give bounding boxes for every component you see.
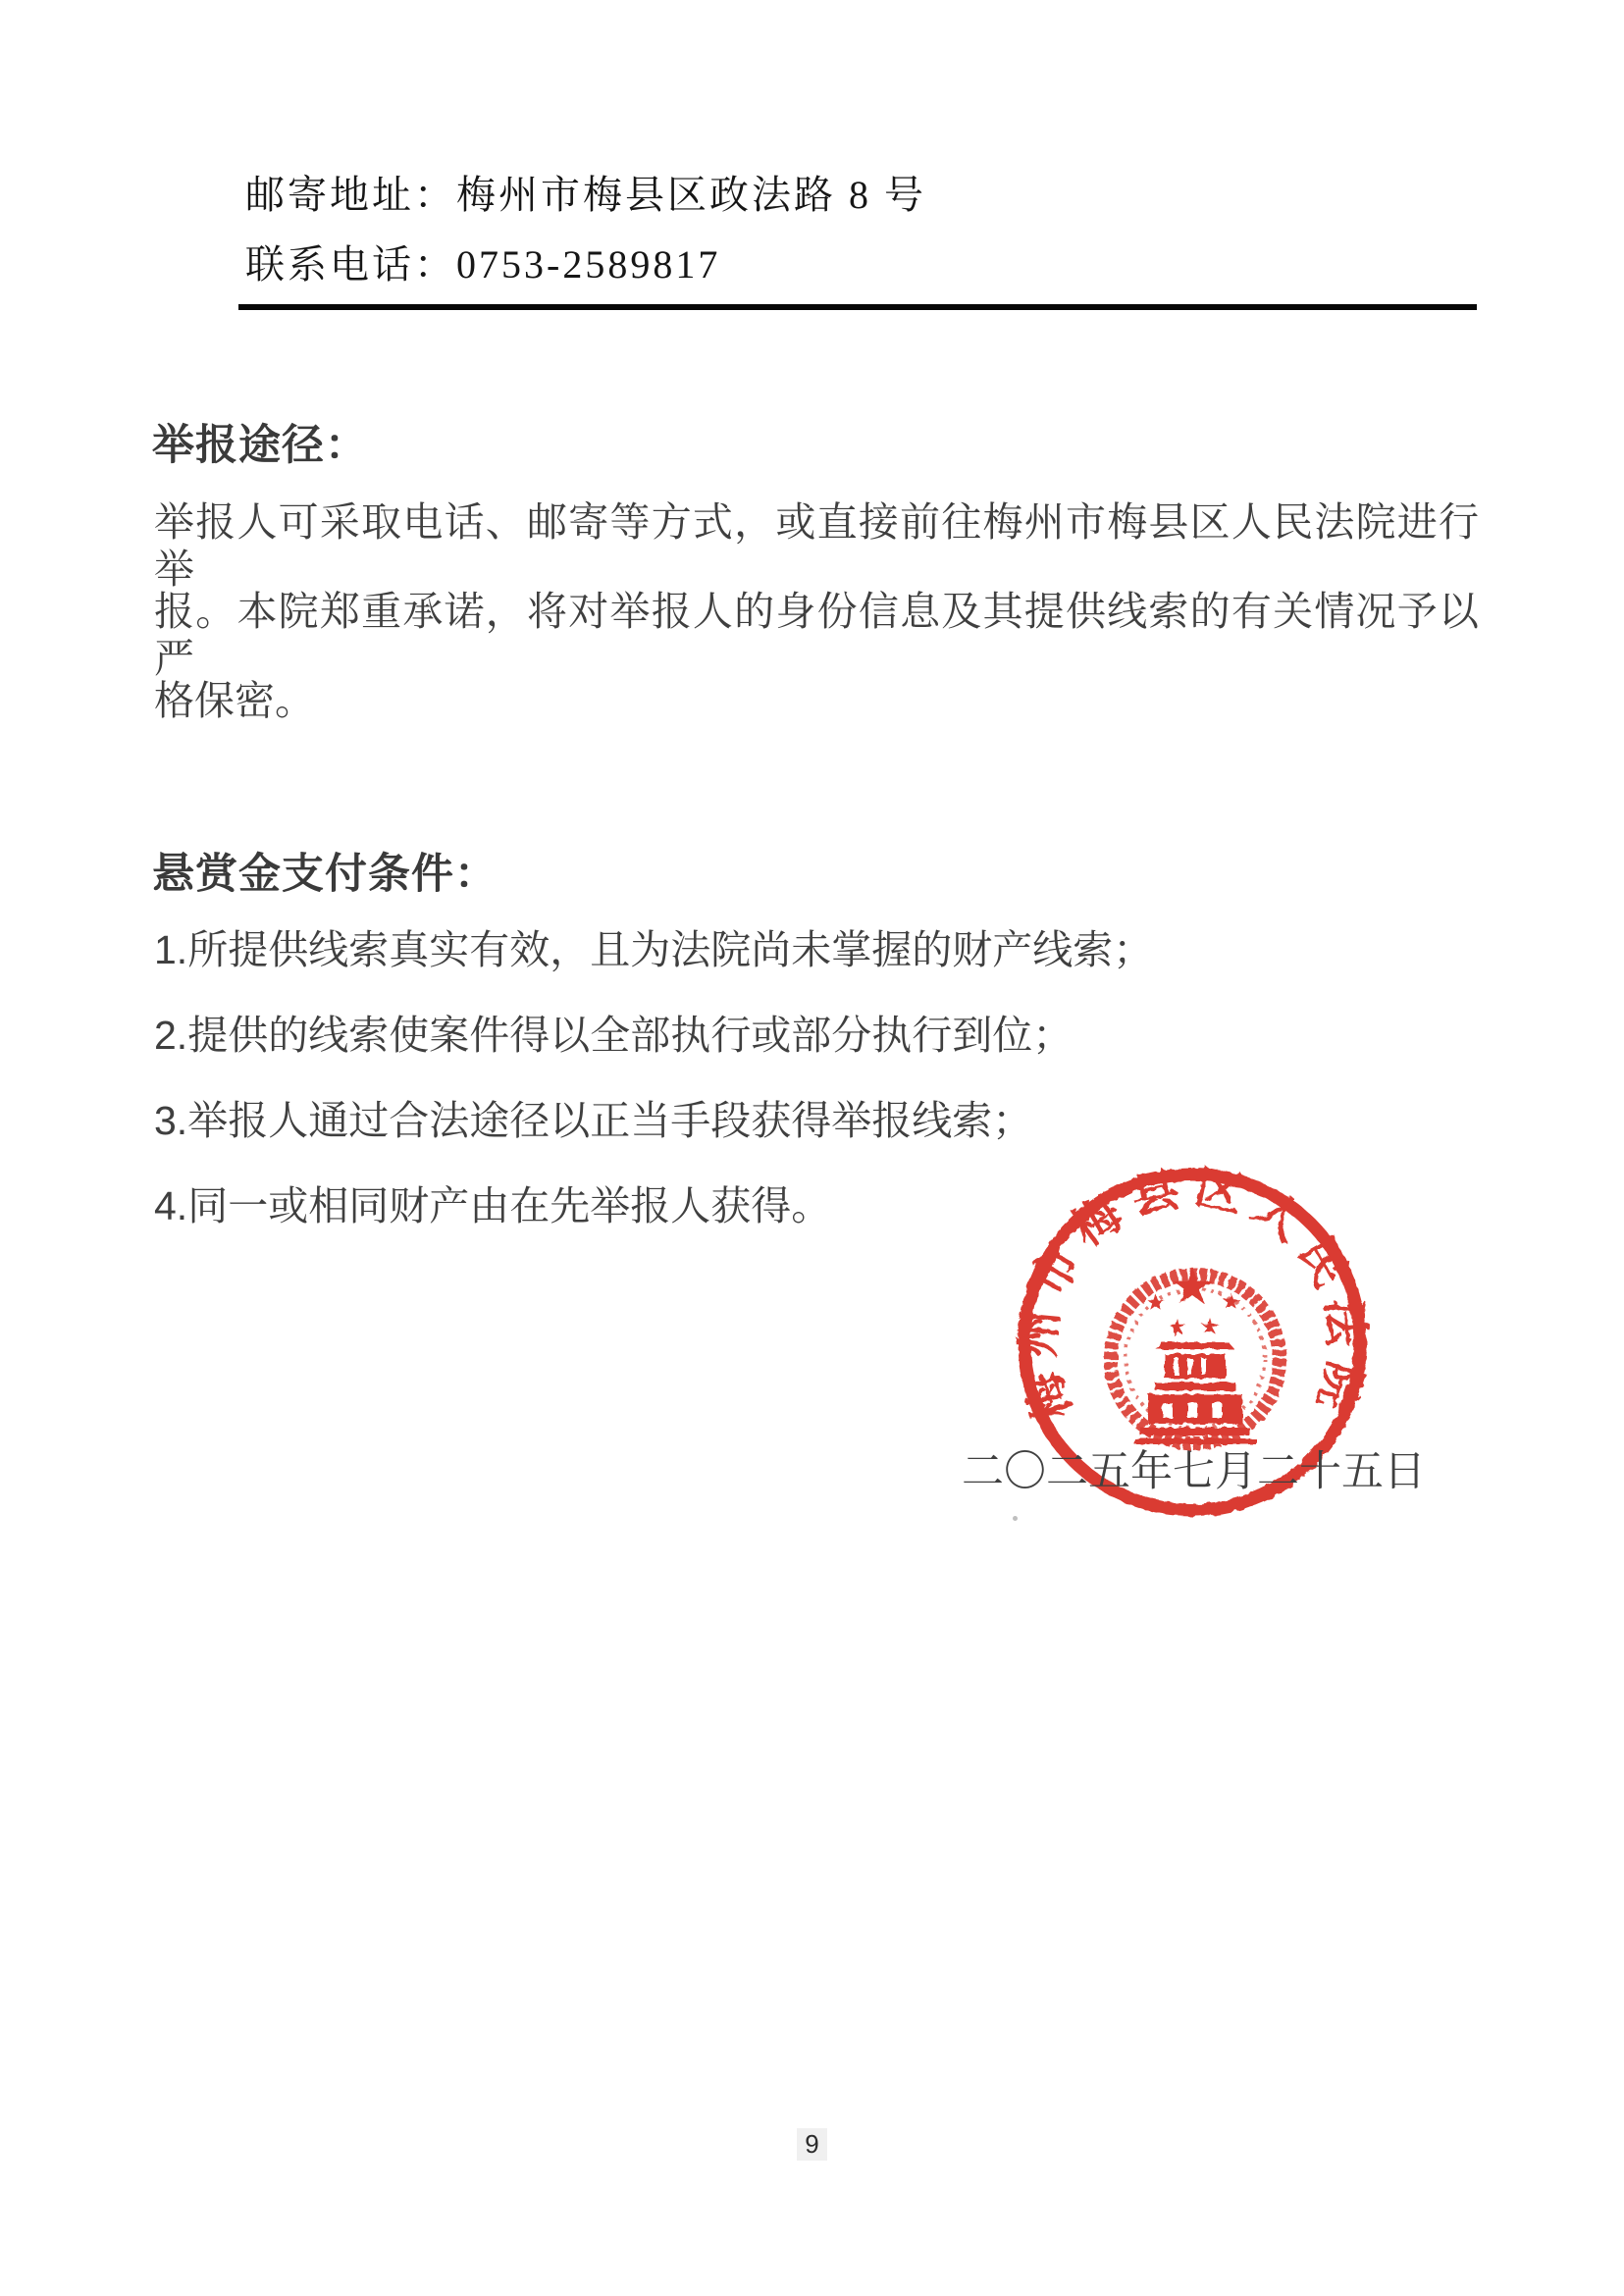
signature-date: 二〇二五年七月二十五日: [962, 1449, 1426, 1495]
seal-ring-text: 梅州市梅县区人民法院: [1012, 1161, 1373, 1428]
horizontal-divider: [238, 304, 1477, 310]
scan-speck: [1013, 1516, 1018, 1521]
page-number: 9: [805, 2129, 819, 2159]
emblem-tiananmen-icon: [1134, 1342, 1256, 1444]
report-channel-line-1: 举报人可采取电话、邮寄等方式，或直接前往梅州市梅县区人民法院进行举: [154, 499, 1479, 592]
report-channel-heading: 举报途径：: [152, 422, 368, 469]
emblem-small-star-icon: [1201, 1318, 1218, 1333]
mailing-address-line: 邮寄地址：梅州市梅县区政法路 8 号: [245, 173, 926, 217]
page-number-box: [797, 2128, 827, 2161]
reward-condition-item-2: 2.提供的线索使案件得以全部执行或部分执行到位；: [154, 1013, 1074, 1058]
report-channel-line-3: 格保密。: [154, 678, 315, 723]
reward-conditions-heading: 悬赏金支付条件：: [152, 851, 498, 898]
reward-condition-item-1: 1.所提供线索真实有效，且为法院尚未掌握的财产线索；: [154, 927, 1154, 972]
reward-condition-item-3: 3.举报人通过合法途径以正当手段获得举报线索；: [154, 1098, 1033, 1143]
emblem-small-star-icon: [1169, 1319, 1185, 1334]
reward-condition-item-4: 4.同一或相同财产由在先举报人获得。: [154, 1183, 832, 1228]
contact-phone-line: 联系电话：0753-2589817: [245, 242, 721, 287]
report-channel-line-2: 报。本院郑重承诺，将对举报人的身份信息及其提供线索的有关情况予以严: [154, 589, 1479, 681]
